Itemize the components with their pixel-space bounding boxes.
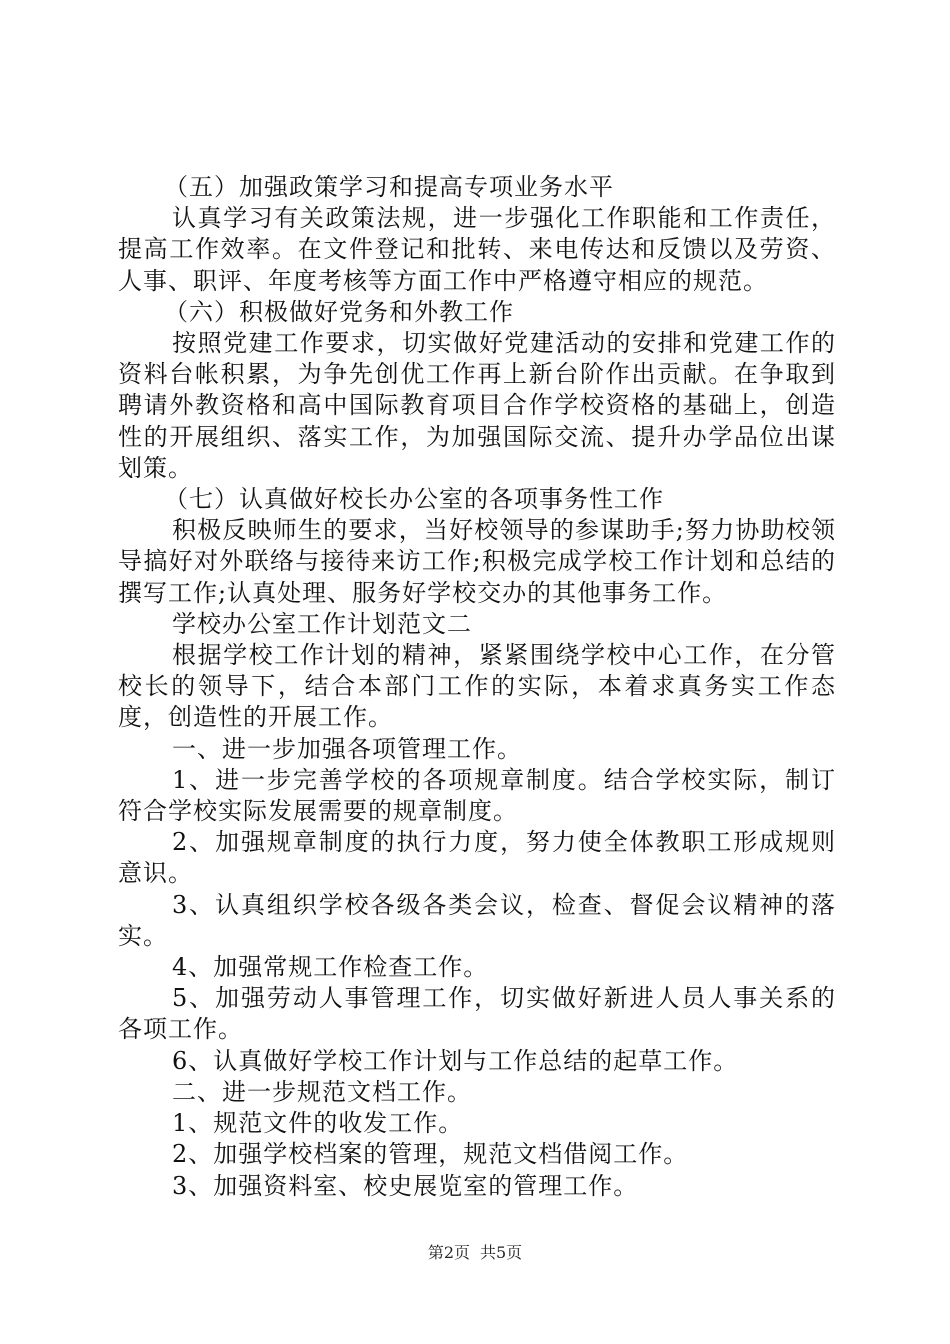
list-item: 3、认真组织学校各级各类会议，检查、督促会议精神的落实。 <box>118 890 836 950</box>
list-item: 5、加强劳动人事管理工作，切实做好新进人员人事关系的各项工作。 <box>118 984 836 1044</box>
list-item: 2、加强规章制度的执行力度，努力使全体教职工形成规则意识。 <box>118 828 836 888</box>
paragraph: 按照党建工作要求，切实做好党建活动的安排和党建工作的资料台帐积累，为争先创优工作再上新台阶作出贡献。在争取到聘请外教资格和高中国际教育项目合作学校资格的基础上，创造性的开展组织、落实工作，为加强国际交流、提升办学品位出谋划策。 <box>118 329 836 482</box>
list-item: 3、加强资料室、校史展览室的管理工作。 <box>172 1171 639 1200</box>
list-item: 4、加强常规工作检查工作。 <box>172 953 489 982</box>
section-heading-2: 二、进一步规范文档工作。 <box>172 1077 472 1106</box>
list-item: 1、规范文件的收发工作。 <box>172 1109 464 1138</box>
list-item: 2、加强学校档案的管理，规范文档借阅工作。 <box>172 1140 689 1169</box>
paragraph: 认真学习有关政策法规，进一步强化工作职能和工作责任，提高工作效率。在文件登记和批转、来电传达和反馈以及劳资、人事、职评、年度考核等方面工作中严格遵守相应的规范。 <box>118 204 836 295</box>
document-subtitle: 学校办公室工作计划范文二 <box>172 609 472 638</box>
page-number: 第2页 <box>427 1243 470 1262</box>
list-item: 1、进一步完善学校的各项规章制度。结合学校实际，制订符合学校实际发展需要的规章制度。 <box>118 765 836 826</box>
paragraph: 根据学校工作计划的精神，紧紧围绕学校中心工作，在分管校长的领导下，结合本部门工作的实际，本着求真务实工作态度，创造性的开展工作。 <box>118 641 836 732</box>
section-heading-6: （六）积极做好党务和外教工作 <box>164 297 514 326</box>
section-heading-7: （七）认真做好校长办公室的各项事务性工作 <box>164 485 664 514</box>
page-footer <box>0 1243 950 1263</box>
page-total: 共5页 <box>480 1243 523 1262</box>
paragraph: 积极反映师生的要求，当好校领导的参谋助手;努力协助校领导搞好对外联络与接待来访工作;积极完成学校工作计划和总结的撰写工作;认真处理、服务好学校交办的其他事务工作。 <box>118 516 836 607</box>
document-body <box>118 172 836 1202</box>
section-heading-5: （五）加强政策学习和提高专项业务水平 <box>164 173 614 201</box>
list-item: 6、认真做好学校工作计划与工作总结的起草工作。 <box>172 1046 739 1075</box>
section-heading-1: 一、进一步加强各项管理工作。 <box>172 734 522 763</box>
